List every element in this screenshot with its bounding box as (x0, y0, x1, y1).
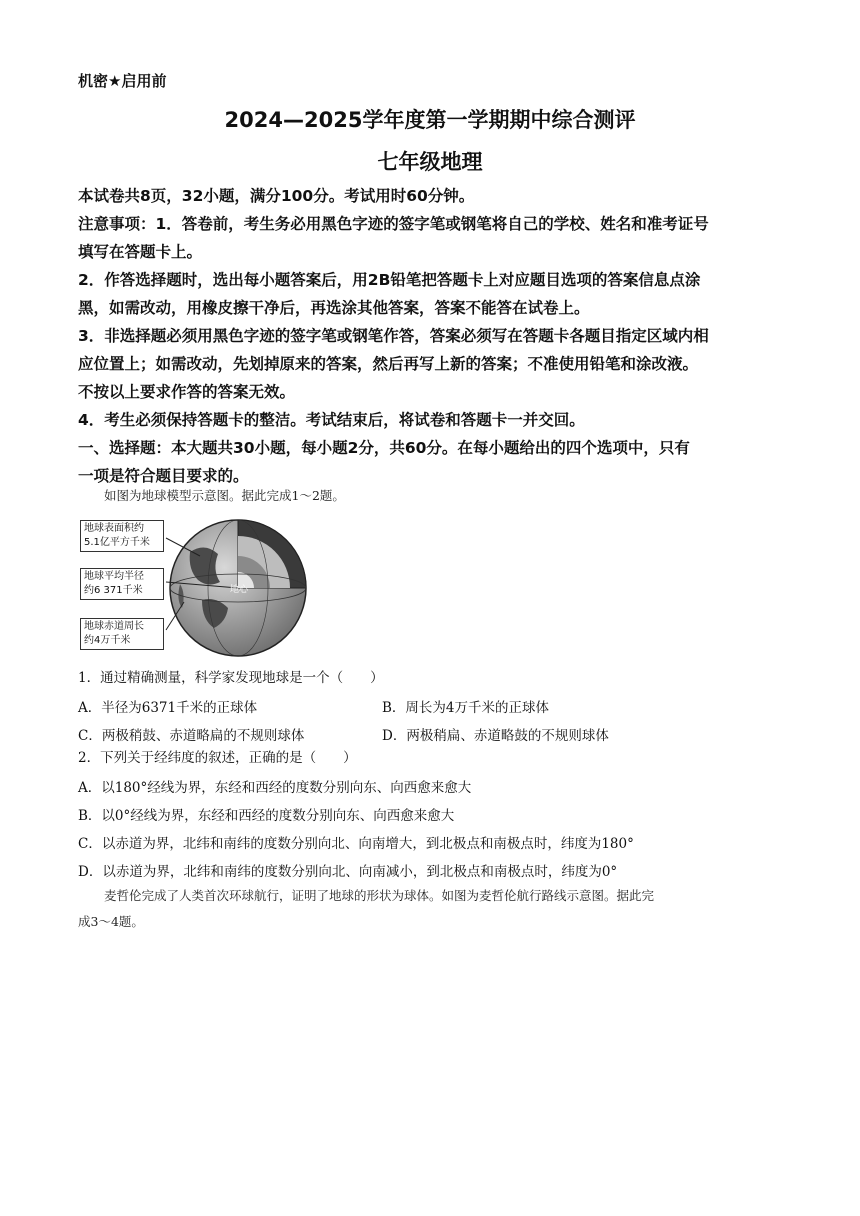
callout-surface-area-line2: 5.1亿平方千米 (84, 537, 150, 548)
callout-surface-area-line1: 地球表面积约 (84, 523, 144, 534)
earth-core-label: 地心 (230, 585, 249, 595)
callout-surface-area (80, 520, 164, 552)
lead-text-q1-2: 如图为地球模型示意图。据此完成1～2题。 (104, 488, 345, 503)
note-3-line-c: 不按以上要求作答的答案无效。 (78, 383, 296, 401)
note-2-line-b: 黑，如需改动，用橡皮擦干净后，再选涂其他答案，答案不能答在试卷上。 (78, 299, 590, 317)
q1-option-a: A．半径为6371千米的正球体 (78, 700, 258, 716)
lead-text-q3-4-line-a: 麦哲伦完成了人类首次环球航行，证明了地球的形状为球体。如图为麦哲伦航行路线示意图。据此完 (104, 888, 655, 903)
note-4-line: 4．考生必须保持答题卡的整洁。考试结束后，将试卷和答题卡一并交回。 (78, 411, 585, 429)
callout-mean-radius-line1: 地球平均半径 (84, 571, 144, 582)
callout-equator-circumference (80, 618, 164, 650)
note-3-line-a: 3．非选择题必须用黑色字迹的签字笔或钢笔作答，答案必须写在答题卡各题目指定区域内相 (78, 327, 709, 345)
note-1-line-a: 注意事项：1．答卷前，考生务必用黑色字迹的签字笔或钢笔将自己的学校、姓名和准考证号 (78, 215, 709, 233)
q2-option-b: B．以0°经线为界，东经和西经的度数分别向东、向西愈来愈大 (78, 808, 455, 824)
q2-option-c: C．以赤道为界，北纬和南纬的度数分别向北、向南增大，到北极点和南极点时，纬度为180° (78, 836, 634, 852)
confidential-label: 机密★启用前 (78, 72, 167, 90)
callout-mean-radius (80, 568, 164, 600)
q1-option-b: B．周长为4万千米的正球体 (382, 700, 550, 716)
callout-equator-line2: 约4万千米 (84, 635, 131, 646)
q1-option-d: D．两极稍扁、赤道略鼓的不规则球体 (382, 728, 609, 744)
q1-option-c: C．两极稍鼓、赤道略扁的不规则球体 (78, 728, 305, 744)
question-2: 2．下列关于经纬度的叙述，正确的是（ ） (78, 750, 357, 766)
exam-title: 2024—2025学年度第一学期期中综合测评 (224, 108, 636, 132)
section-heading-line-a: 一、选择题：本大题共30小题，每小题2分，共60分。在每小题给出的四个选项中，只有 (78, 439, 690, 457)
q2-option-a: A．以180°经线为界，东经和西经的度数分别向东、向西愈来愈大 (78, 780, 472, 796)
question-1: 1．通过精确测量，科学家发现地球是一个（ ） (78, 670, 384, 686)
callout-equator-line1: 地球赤道周长 (84, 621, 144, 632)
intro-line: 本试卷共8页，32小题，满分100分。考试用时60分钟。 (78, 187, 475, 205)
subject-title: 七年级地理 (377, 150, 483, 174)
note-3-line-b: 应位置上；如需改动，先划掉原来的答案，然后再写上新的答案；不准使用铅笔和涂改液。 (78, 355, 699, 373)
callout-mean-radius-line2: 约6 371千米 (84, 585, 143, 596)
lead-text-q3-4-line-b: 成3～4题。 (78, 914, 144, 929)
earth-model-figure (80, 512, 320, 660)
q2-option-d: D．以赤道为界，北纬和南纬的度数分别向北、向南减小，到北极点和南极点时，纬度为0° (78, 864, 618, 880)
note-2-line-a: 2．作答选择题时，选出每小题答案后，用2B铅笔把答题卡上对应题目选项的答案信息点涂 (78, 271, 701, 289)
note-1-line-b: 填写在答题卡上。 (78, 243, 203, 261)
section-heading-line-b: 一项是符合题目要求的。 (78, 467, 249, 485)
